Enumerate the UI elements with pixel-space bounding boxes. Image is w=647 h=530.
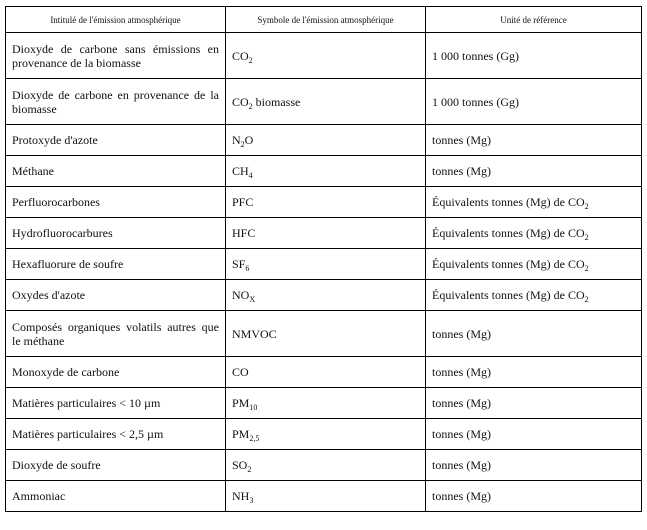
table-row [6,218,642,249]
unit-text: 1 000 tonnes (Gg) [432,94,519,109]
reference-unit-cell [426,481,642,512]
symbol-base: HFC [232,226,256,240]
reference-unit-cell [426,187,642,218]
symbol-subscript: 3 [249,496,254,505]
emission-name-cell: Ammoniac [6,481,226,512]
reference-unit-cell [426,450,642,481]
table-row [6,450,642,481]
unit-text: tonnes (Mg) [432,427,491,441]
unit-text: tonnes (Mg) [432,489,491,503]
emission-symbol-cell [226,311,426,357]
emission-name-cell: Composés organiques volatils autres que le méthane [6,311,226,357]
emission-symbol-cell [226,187,426,218]
reference-unit-cell [426,280,642,311]
symbol-base: CO [232,365,249,379]
symbol-base: NH [232,489,250,503]
unit-text: tonnes (Mg) [432,133,491,147]
emission-name-cell: Matières particulaires < 10 µm [6,388,226,419]
emission-symbol-cell [226,388,426,419]
symbol-subscript: X [249,295,256,304]
emission-symbol-cell [226,357,426,388]
symbol-base: NMVOC [232,326,277,341]
table-row [6,156,642,187]
symbol-suffix: O [244,133,254,147]
emissions-table [5,6,642,512]
header-emission-name: Intitulé de l'émission atmosphérique [6,7,226,33]
reference-unit-cell [426,419,642,450]
unit-text: tonnes (Mg) [432,396,491,410]
symbol-subscript: 10 [249,403,258,412]
emission-name-cell: Dioxyde de soufre [6,450,226,481]
reference-unit-cell [426,357,642,388]
table-row [6,187,642,218]
table-row [6,33,642,79]
header-emission-symbol: Symbole de l'émission atmosphérique [226,7,426,33]
emission-name-cell: Hexafluorure de soufre [6,249,226,280]
unit-text: tonnes (Mg) [432,458,491,472]
emission-symbol-cell [226,280,426,311]
unit-subscript: 2 [584,264,589,273]
table-row [6,280,642,311]
symbol-subscript: 2 [248,55,253,65]
emission-name-cell: Perfluorocarbones [6,187,226,218]
table-row [6,357,642,388]
reference-unit-cell [426,249,642,280]
symbol-base: CO [232,94,249,109]
symbol-suffix: biomasse [252,94,301,109]
emission-symbol-cell [226,419,426,450]
emission-symbol-cell [226,156,426,187]
table-row [6,249,642,280]
table-row [6,419,642,450]
emission-name-cell: Matières particulaires < 2,5 µm [6,419,226,450]
unit-text: Équivalents tonnes (Mg) de CO [432,226,585,240]
emission-symbol-cell [226,33,426,79]
symbol-base: PM [232,396,250,410]
unit-text: tonnes (Mg) [432,164,491,178]
symbol-base: N [232,133,241,147]
symbol-base: PM [232,427,250,441]
header-reference-unit: Unité de référence [426,7,642,33]
emission-name-cell: Hydrofluorocarbures [6,218,226,249]
emission-name-cell: Méthane [6,156,226,187]
reference-unit-cell [426,33,642,79]
symbol-base: PFC [232,195,254,209]
emission-symbol-cell [226,125,426,156]
header-row [6,7,642,33]
emission-symbol-cell [226,79,426,125]
unit-text: Équivalents tonnes (Mg) de CO [432,288,585,302]
table-row [6,79,642,125]
unit-subscript: 2 [584,295,589,304]
emission-symbol-cell [226,481,426,512]
symbol-base: CO [232,48,249,63]
table-row [6,481,642,512]
symbol-subscript: 2 [248,101,253,111]
symbol-subscript: 2 [240,140,245,149]
unit-text: Équivalents tonnes (Mg) de CO [432,257,585,271]
emission-name-cell: Oxydes d'azote [6,280,226,311]
emission-name-cell: Dioxyde de carbone sans émissions en provenance de la biomasse [6,33,226,79]
symbol-base: CH [232,164,249,178]
symbol-base: SO [232,458,248,472]
table-row [6,311,642,357]
symbol-base: NO [232,288,250,302]
unit-text: 1 000 tonnes (Gg) [432,48,519,63]
symbol-subscript: 4 [248,171,253,180]
emission-name-cell: Dioxyde de carbone en provenance de la biomasse [6,79,226,125]
reference-unit-cell [426,311,642,357]
reference-unit-cell [426,125,642,156]
reference-unit-cell [426,156,642,187]
unit-text: tonnes (Mg) [432,326,491,341]
reference-unit-cell [426,79,642,125]
unit-subscript: 2 [584,202,589,211]
symbol-subscript: 2 [247,465,252,474]
emission-name-cell: Protoxyde d'azote [6,125,226,156]
symbol-subscript: 2,5 [249,434,260,443]
table-row [6,125,642,156]
emission-name-cell: Monoxyde de carbone [6,357,226,388]
emission-symbol-cell [226,450,426,481]
reference-unit-cell [426,388,642,419]
unit-subscript: 2 [584,233,589,242]
reference-unit-cell [426,218,642,249]
symbol-subscript: 6 [245,264,250,273]
symbol-base: SF [232,257,246,271]
emission-symbol-cell [226,249,426,280]
table-row [6,388,642,419]
unit-text: Équivalents tonnes (Mg) de CO [432,195,585,209]
emission-symbol-cell [226,218,426,249]
unit-text: tonnes (Mg) [432,365,491,379]
